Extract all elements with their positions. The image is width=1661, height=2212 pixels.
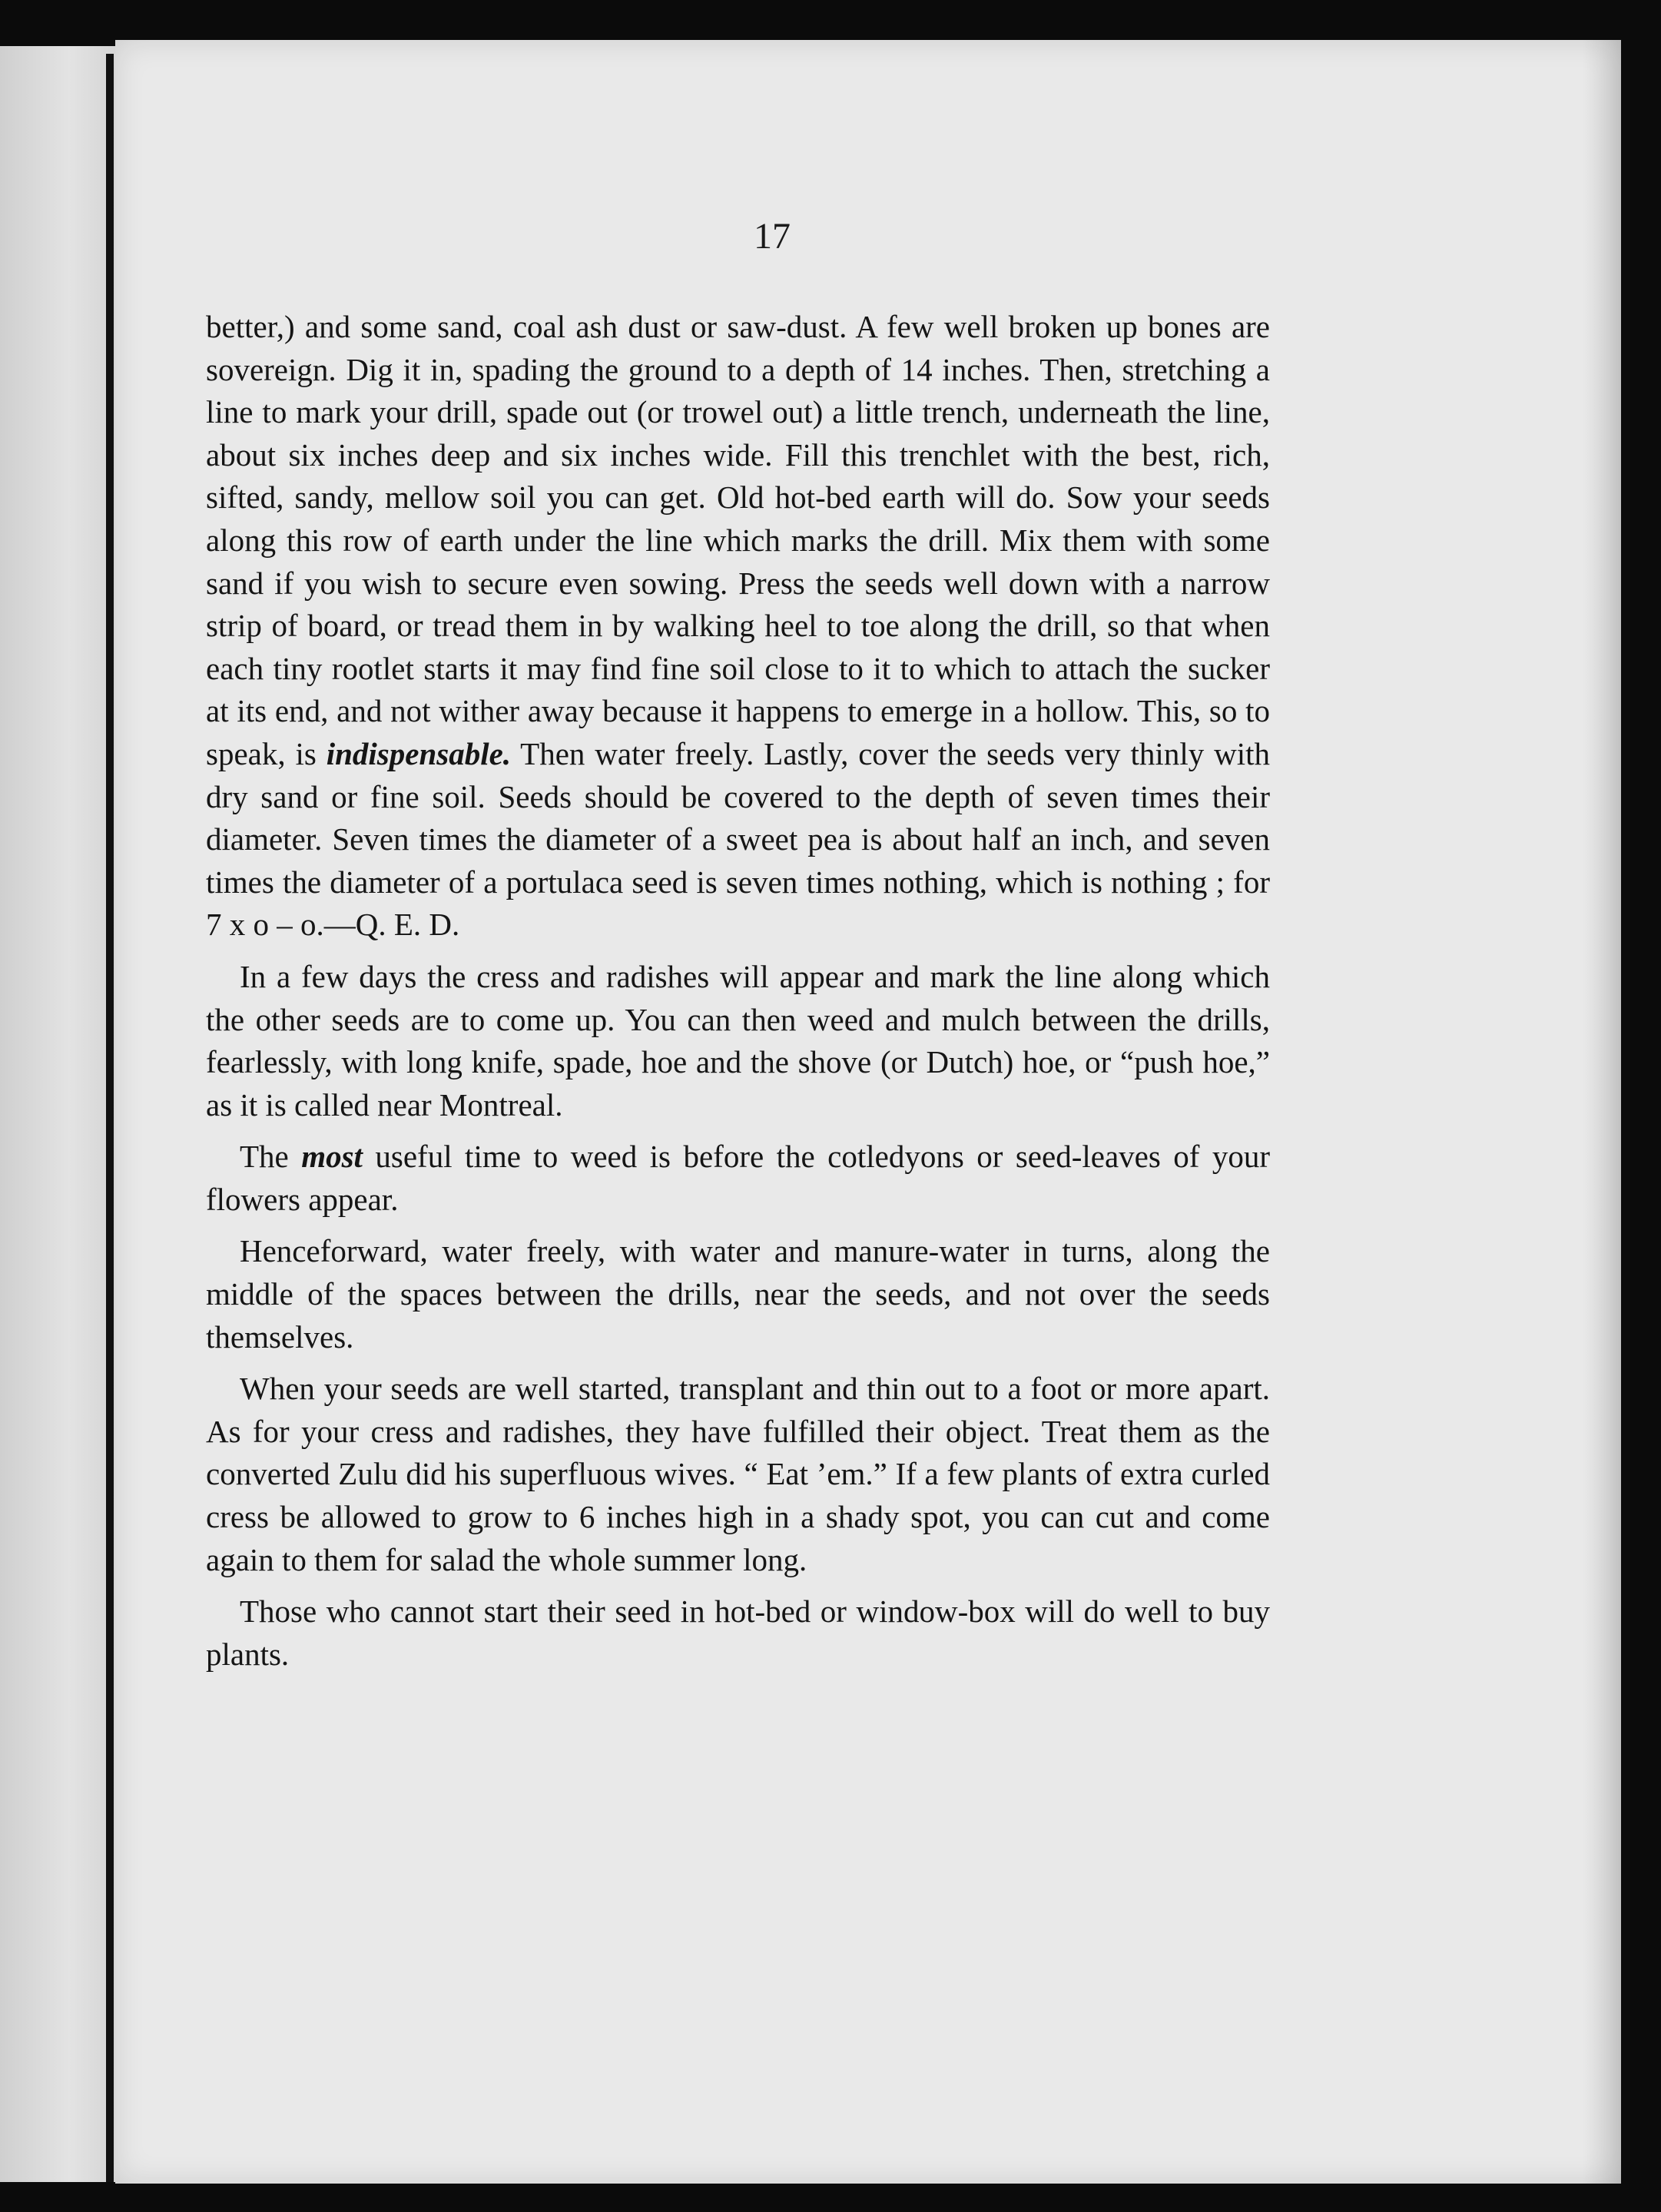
paragraph-4-text: Henceforward, water freely, with water and manure-water in turns, along the middle of the spaces between the drills, near the seeds, and not over the seeds themselves. bbox=[206, 1233, 1270, 1355]
scan-bottom-edge bbox=[0, 2184, 1661, 2212]
body-text bbox=[206, 306, 1270, 1685]
paragraph-3 bbox=[206, 1136, 1270, 1221]
page-number: 17 bbox=[754, 216, 791, 257]
paragraph-3-emphasis: most bbox=[301, 1139, 363, 1175]
paragraph-2 bbox=[206, 956, 1270, 1126]
paragraph-5 bbox=[206, 1368, 1270, 1581]
paragraph-1-text-b: Then water freely. Lastly, cover the seeds very thinly with dry sand or fine soil. Seeds should be covered to the depth of seven times their diameter. Seven times the diameter of a sweet pea is about half an inch, and seven times the diameter of a portulaca seed is seven times nothing, which is nothing ; for 7 x o – o.—Q. E. D. bbox=[206, 735, 1270, 943]
paragraph-3-text-a: The bbox=[240, 1139, 302, 1175]
paragraph-1-emphasis: indispensable. bbox=[326, 735, 512, 771]
paragraph-2-text: In a few days the cress and radishes will appear and mark the line along which the other seeds are to come up. You can then weed and mulch between the drills, fearlessly, with long knife, spade, hoe and the shove (or Dutch) hoe, or “push hoe,” as it is called near Montreal. bbox=[206, 958, 1270, 1123]
paragraph-5-text: When your seeds are well started, transplant and thin out to a foot or more apart. As for your cress and radishes, they have fulfilled their object. Treat them as the converted Zulu did his superfluous wives. “ Eat ’em.” If a few plants of extra curled cress be allowed to grow to 6 inches high in a shady spot, you can cut and come again to them for salad the whole summer long. bbox=[206, 1371, 1270, 1577]
binding-shadow bbox=[106, 54, 114, 2182]
paragraph-1 bbox=[206, 306, 1270, 947]
page-edge-shadow bbox=[1583, 40, 1621, 2184]
paragraph-1-text-a: better,) and some sand, coal ash dust or saw-dust. A few well broken up bones are sovereign. Dig it in, spading the ground to a depth of 14 inches. Then, stretching a line to mark your drill, spade out (or trowel out) a little trench, underneath the line, about six inches deep and six inches wide. Fill this trenchlet with the best, rich, sifted, sandy, mellow soil you can get. Old hot-bed earth will do. Sow your seeds along this row of earth under the line which marks the drill. Mix them with some sand if you wish to secure even sowing. Press the seeds well down with a narrow strip of board, or tread them in by walking heel to toe along the drill, so that when each tiny rootlet starts it may find fine soil close to it to which to attach the sucker at its end, and not wither away because it happens to emerge in a hollow. This, so to speak, is bbox=[206, 309, 1270, 771]
paragraph-4 bbox=[206, 1230, 1270, 1358]
paragraph-6 bbox=[206, 1590, 1270, 1676]
adjacent-page-edge bbox=[0, 46, 115, 2182]
paragraph-3-text-b: useful time to weed is before the cotledyons or seed-leaves of your flowers appear. bbox=[206, 1139, 1271, 1217]
paragraph-6-text: Those who cannot start their seed in hot-bed or window-box will do well to buy plants. bbox=[206, 1594, 1270, 1672]
